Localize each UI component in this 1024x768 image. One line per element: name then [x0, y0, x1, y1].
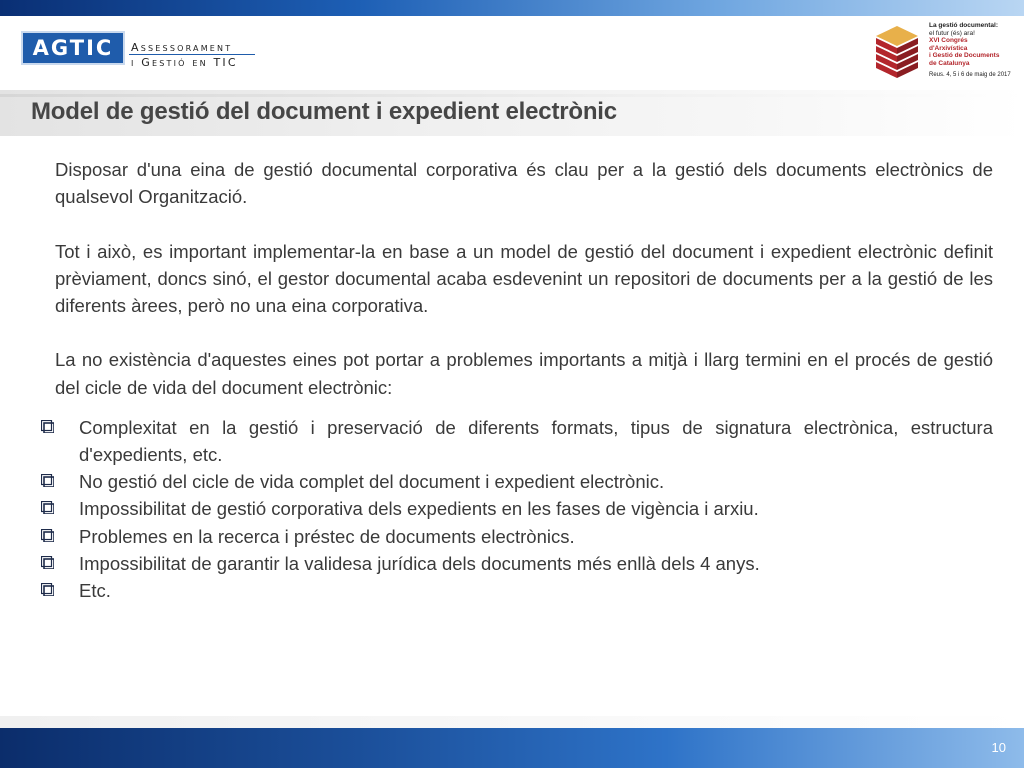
- list-item: [0, 414, 993, 468]
- slide-title: Model de gestió del document i expedient electrònic: [31, 98, 617, 125]
- top-decorative-band: [0, 0, 1024, 16]
- congress-line5: de Catalunya: [929, 59, 970, 67]
- list-item: [0, 577, 993, 604]
- paragraph: Tot i això, es important implementar-la en base a un model de gestió del document i expedient electrònic definit prèviament, doncs sinó, el gestor documental acaba esdevenint un repositori de documents per a la gestió de les diferents àrees, però no una eina corporativa.: [55, 240, 993, 316]
- bullet-text: Complexitat en la gestió i preservació de diferents formats, tipus de signatura electrònica, estructura d'expedients, etc.: [79, 416, 993, 465]
- checkbox-icon: [41, 501, 54, 514]
- agtic-logo: AGTIC: [21, 31, 125, 65]
- paragraph: Disposar d'una eina de gestió documental corporativa és clau per a la gestió dels documents electrònics de qualsevol Organització.: [55, 159, 993, 208]
- bullet-text: No gestió del cicle de vida complet del document i expedient electrònic.: [79, 471, 665, 493]
- congress-date: Reus. 4, 5 i 6 de maig de 2017: [929, 72, 1011, 78]
- bullet-text: Impossibilitat de garantir la validesa jurídica dels documents més enllà dels 4 anys.: [79, 552, 760, 574]
- list-item: [0, 495, 993, 522]
- checkbox-icon: [41, 420, 54, 433]
- logo-tagline: [131, 40, 238, 70]
- checkbox-icon: [41, 583, 54, 596]
- congress-logo: [874, 22, 1011, 84]
- stacked-layers-icon: [874, 24, 920, 80]
- bullet-text: Problemes en la recerca i préstec de documents electrònics.: [79, 525, 575, 547]
- list-item: [0, 550, 993, 577]
- congress-line4: i Gestió de Documents: [929, 52, 1000, 60]
- paragraph: La no existència d'aquestes eines pot portar a problemes importants a mitjà i llarg termini en el procés de gestió del cicle de vida del document electrònic:: [55, 349, 993, 398]
- congress-line1: La gestió documental:: [929, 22, 998, 29]
- bullet-text: Impossibilitat de gestió corporativa dels expedients en les fases de vigència i arxiu.: [79, 498, 759, 520]
- bullet-text: Etc.: [79, 580, 111, 602]
- logo-tagline-line2: i Gestió en TIC: [131, 56, 238, 69]
- slide-body: [55, 156, 993, 604]
- list-item: [0, 468, 993, 495]
- congress-line3: XVI Congrés d'Arxivística: [929, 37, 968, 52]
- list-item: [0, 523, 993, 550]
- congress-line2: el futur (és) ara!: [929, 29, 975, 37]
- bottom-decorative-band: [0, 728, 1024, 768]
- checkbox-icon: [41, 556, 54, 569]
- checkbox-icon: [41, 529, 54, 542]
- logo-tagline-line1: Assessorament: [131, 41, 233, 54]
- congress-text: [929, 22, 1011, 78]
- bullet-list: [55, 414, 993, 604]
- checkbox-icon: [41, 474, 54, 487]
- page-number: 10: [991, 740, 1006, 755]
